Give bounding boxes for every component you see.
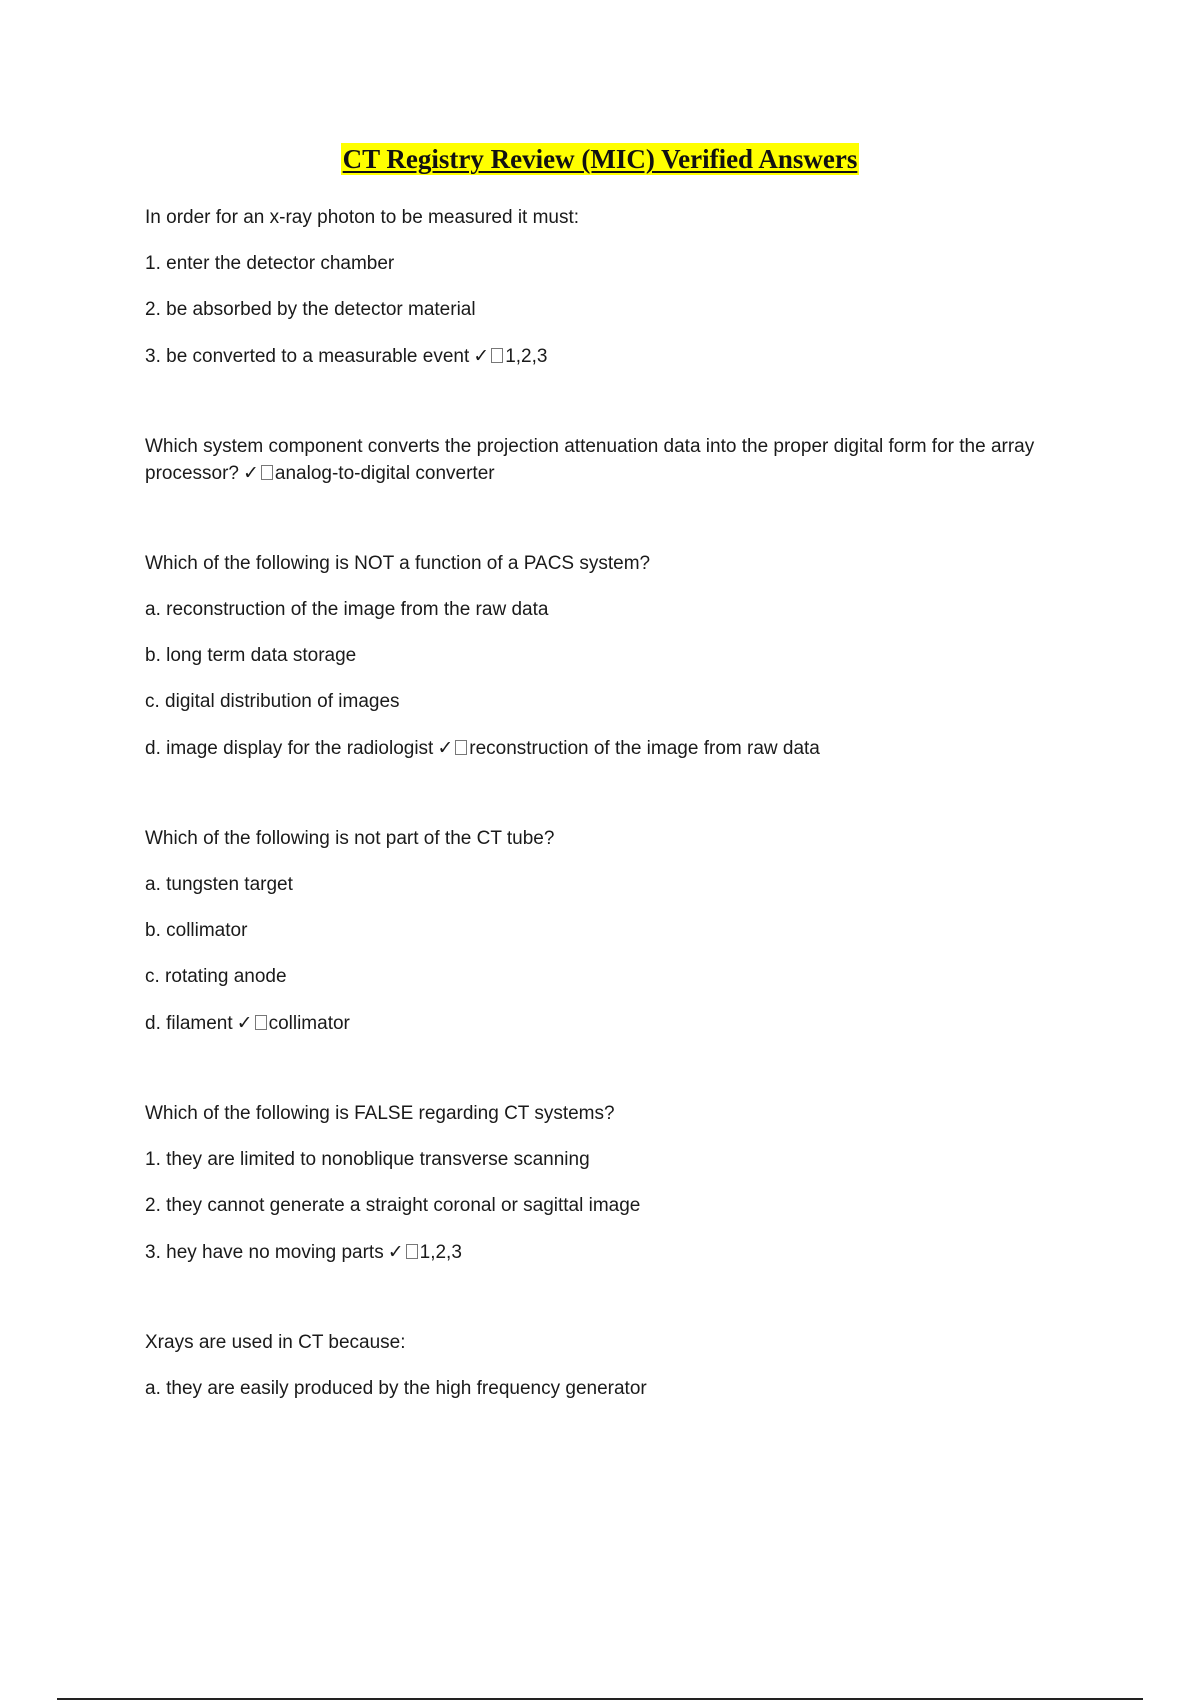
question-option: b. long term data storage: [145, 645, 357, 666]
question-3: [145, 551, 1075, 762]
question-option: c. rotating anode: [145, 966, 287, 987]
question-option: d. filament: [145, 1013, 233, 1034]
check-icon: ✓: [236, 1012, 253, 1034]
question-4: [145, 826, 1075, 1037]
question-prompt: Which of the following is NOT a function of a PACS system?: [145, 553, 651, 574]
check-icon: ✓: [243, 462, 259, 484]
question-2: [145, 434, 1075, 487]
question-option: c. digital distribution of images: [145, 691, 400, 712]
question-gap: [145, 1057, 1075, 1101]
question-prompt-with-answer: [145, 434, 1075, 487]
question-gap: [145, 1286, 1075, 1330]
question-gap: [145, 782, 1075, 826]
question-option: b. collimator: [145, 920, 248, 941]
answer-text: collimator: [268, 1013, 350, 1034]
question-option: a. reconstruction of the image from the raw data: [145, 599, 549, 620]
question-prompt: In order for an x-ray photon to be measured it must:: [145, 207, 580, 228]
question-option: 3. be converted to a measurable event: [145, 346, 470, 367]
question-gap: [145, 507, 1075, 551]
box-icon: [261, 465, 273, 480]
title-container: [0, 143, 1200, 175]
answer-text: reconstruction of the image from raw data: [469, 738, 820, 759]
question-option: a. they are easily produced by the high frequency generator: [145, 1378, 647, 1399]
box-icon: [491, 348, 503, 363]
question-option: 1. enter the detector chamber: [145, 253, 395, 274]
question-prompt: Xrays are used in CT because:: [145, 1332, 406, 1353]
answer-text: analog-to-digital converter: [274, 463, 495, 484]
question-option: 2. they cannot generate a straight coronal or sagittal image: [145, 1195, 641, 1216]
question-option: d. image display for the radiologist: [145, 738, 434, 759]
question-option: 2. be absorbed by the detector material: [145, 299, 476, 320]
box-icon: [255, 1015, 267, 1030]
answer-text: 1,2,3: [419, 1242, 462, 1263]
question-option-with-answer: [145, 735, 1075, 762]
check-icon: ✓: [387, 1241, 404, 1263]
question-option-with-answer: [145, 1239, 1075, 1266]
question-prompt: Which of the following is not part of the CT tube?: [145, 828, 555, 849]
question-gap: [145, 390, 1075, 434]
box-icon: [455, 740, 467, 755]
box-icon: [406, 1244, 418, 1259]
answer-text: 1,2,3: [505, 346, 548, 367]
question-1: [145, 205, 1075, 370]
question-option: a. tungsten target: [145, 874, 293, 895]
question-5: [145, 1101, 1075, 1266]
question-option: 3. hey have no moving parts: [145, 1242, 384, 1263]
check-icon: ✓: [437, 737, 454, 759]
question-option: 1. they are limited to nonoblique transverse scanning: [145, 1149, 590, 1170]
document-title: CT Registry Review (MIC) Verified Answers: [342, 144, 858, 174]
question-list: [145, 205, 1075, 1422]
check-icon: ✓: [473, 345, 490, 367]
question-6: [145, 1330, 1075, 1402]
question-prompt: Which of the following is FALSE regarding CT systems?: [145, 1103, 615, 1124]
question-prompt: Which system component converts the projection attenuation data into the proper digital form for the array processor?: [145, 436, 1035, 484]
question-option-with-answer: [145, 1010, 1075, 1037]
question-option-with-answer: [145, 343, 1075, 370]
